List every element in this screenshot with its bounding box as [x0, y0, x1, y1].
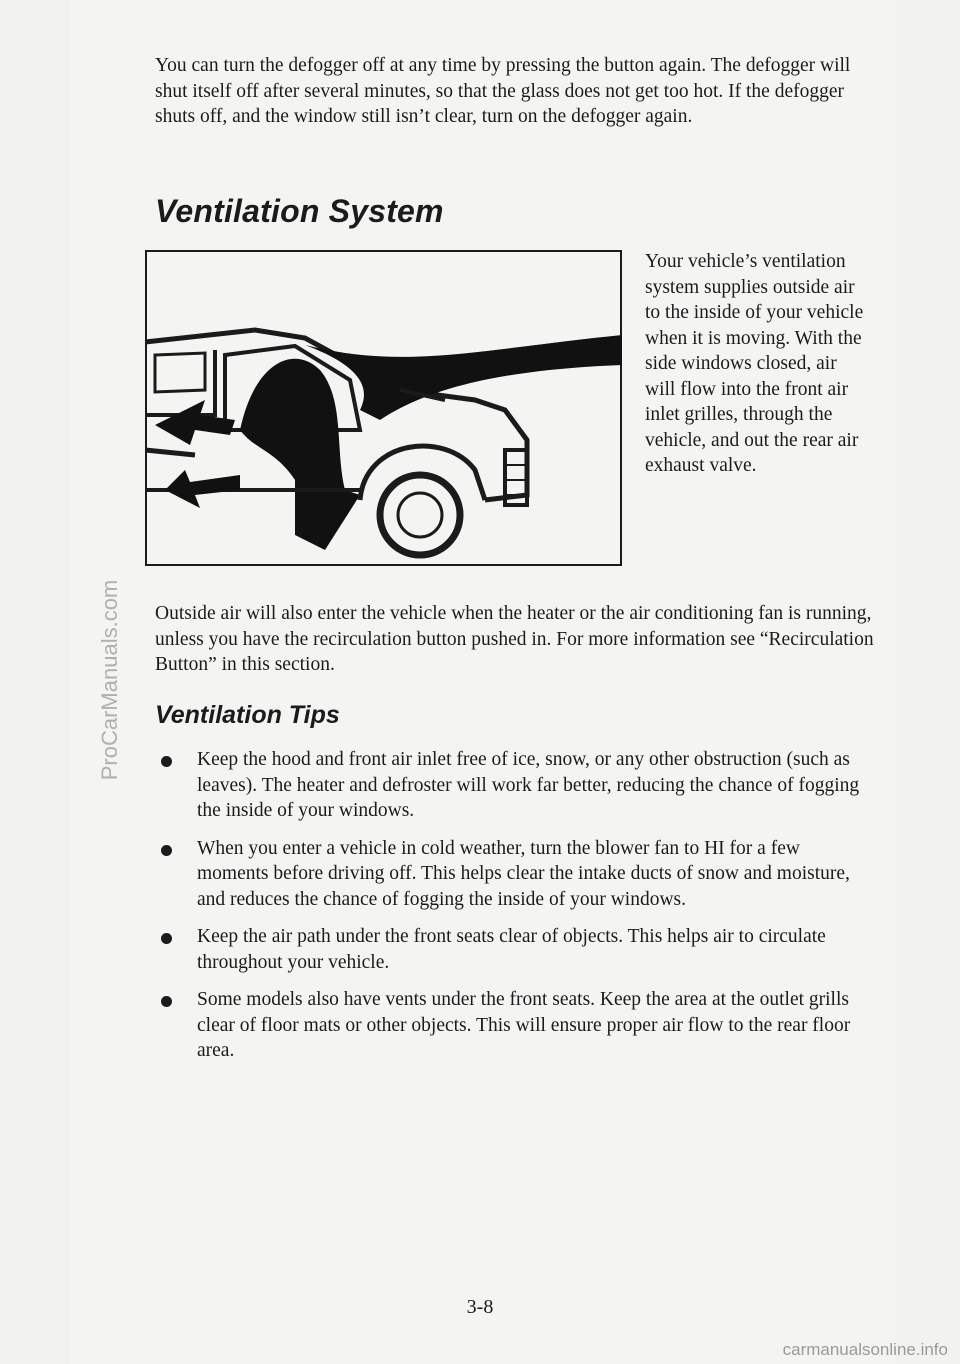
page-number: 3-8: [466, 1296, 494, 1318]
tip-text: Some models also have vents under the front seats. Keep the area at the outlet grills clear of floor mats or other objects. This will ensure proper air flow to the rear floor area.: [197, 989, 851, 1061]
bullet-icon: [161, 845, 172, 856]
tip-text: Keep the hood and front air inlet free of ice, snow, or any other obstruction (such as leaves). The heater and defroster will work far better, reducing the chance of fogging the inside of your windows.: [197, 749, 860, 821]
vehicle-airflow-illustration-icon: [145, 250, 622, 566]
bullet-icon: [161, 756, 172, 767]
tip-text: When you enter a vehicle in cold weather, turn the blower fan to HI for a few moments before driving off. This helps clear the intake ducts of snow and moisture, and reduces the chance of fogging the inside of your windows.: [197, 837, 850, 910]
list-item: [155, 836, 865, 913]
ventilation-tips-heading: Ventilation Tips: [155, 701, 340, 729]
list-item: [155, 747, 865, 824]
list-item: [155, 987, 865, 1064]
outside-air-paragraph: Outside air will also enter the vehicle when the heater or the air conditioning fan is running, unless you have the recirculation button pushed in. For more information see “Recirculation Button” in this section.: [155, 603, 874, 675]
section-heading: Ventilation System: [155, 193, 444, 229]
intro-paragraph: You can turn the defogger off at any time by pressing the button again. The defogger will shut itself off after several minutes, so that the glass does not get too hot. If the defogger shuts off, and the window still isn’t clear, turn on the defogger again.: [155, 55, 851, 127]
tip-text: Keep the air path under the front seats clear of objects. This helps air to circulate throughout your vehicle.: [197, 926, 826, 973]
list-item: [155, 924, 865, 975]
ventilation-description: Your vehicle’s ventilation system supplies outside air to the inside of your vehicle when it is moving. With the side windows closed, air will flow into the front air inlet grilles, through the vehicle, and out the rear air exhaust valve.: [645, 251, 864, 476]
side-watermark: ProCarManuals.com: [97, 579, 122, 781]
bullet-icon: [161, 996, 172, 1007]
ventilation-tips-list: [155, 747, 865, 1076]
bottom-watermark: carmanualsonline.info: [782, 1340, 948, 1359]
ventilation-figure: [145, 250, 622, 566]
bullet-icon: [161, 933, 172, 944]
